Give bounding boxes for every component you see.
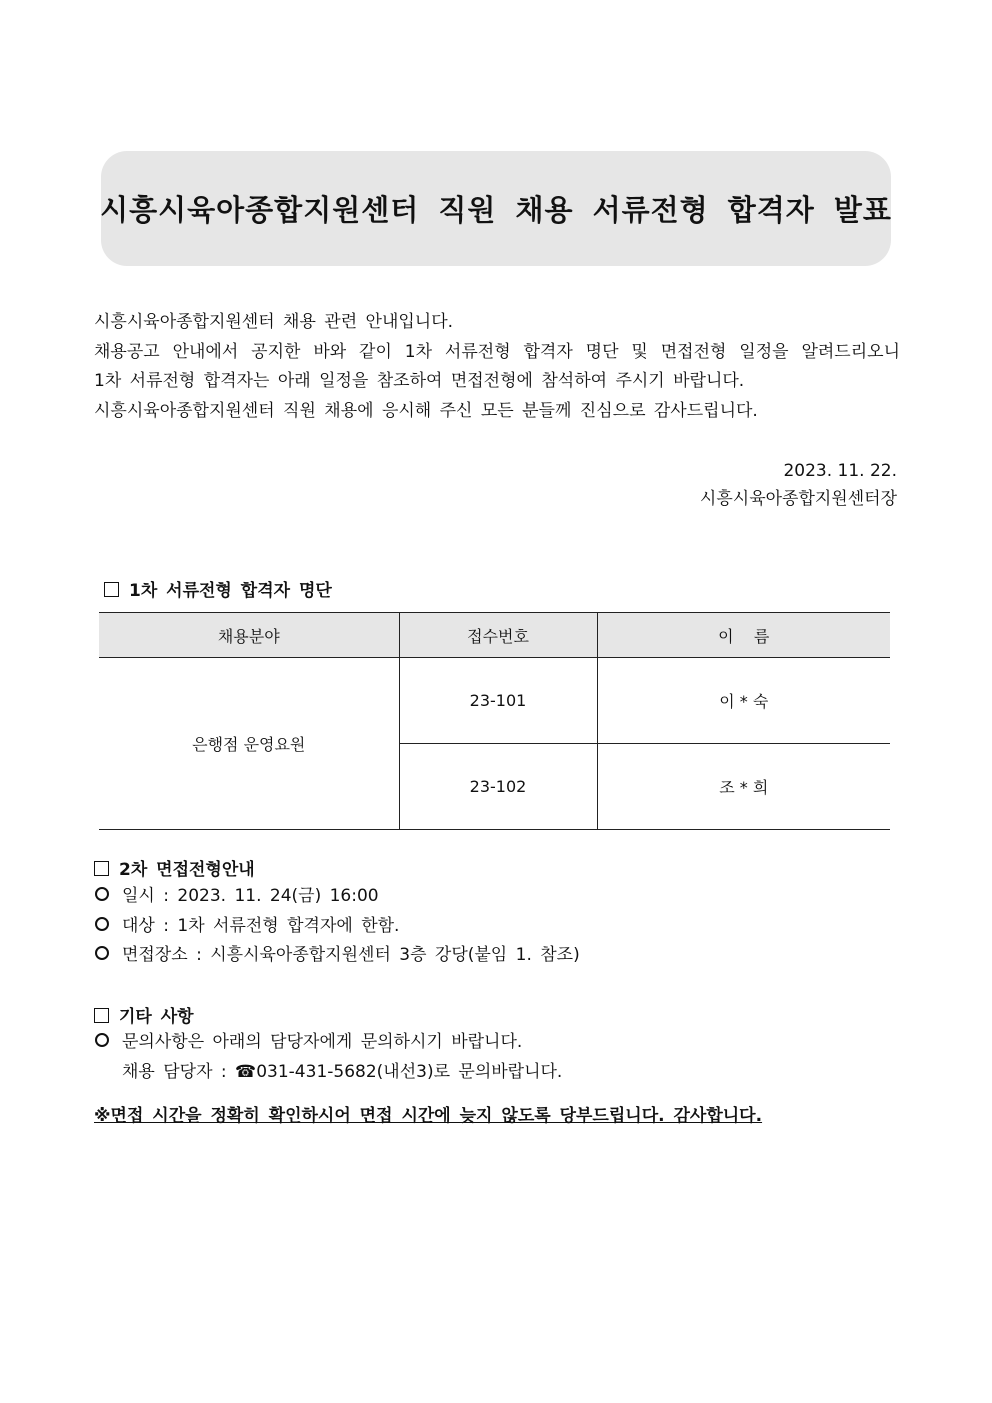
intro-line: 시흥시육아종합지원센터 직원 채용에 응시해 주신 모든 분들께 진심으로 감사드립니다.	[94, 400, 758, 421]
section-heading-label: 기타 사항	[119, 1007, 194, 1027]
other-info-list	[95, 1028, 562, 1087]
column-header-number: 접수번호	[399, 613, 597, 658]
section-heading-label: 2차 면접전형안내	[119, 860, 255, 880]
list-item: 문의사항은 아래의 담당자에게 문의하시기 바랍니다.	[95, 1028, 562, 1058]
circle-bullet-icon	[95, 917, 109, 931]
list-item: 일시 : 2023. 11. 24(금) 16:00	[95, 882, 580, 912]
list-item: 대상 : 1차 서류전형 합격자에 한함.	[95, 912, 580, 942]
recruitment-field: 은행점 운영요원	[99, 658, 399, 830]
circle-bullet-icon	[95, 1033, 109, 1047]
intro-line: 1차 서류전형 합격자는 아래 일정을 참조하여 면접전형에 참석하여 주시기 바랍니다.	[94, 371, 745, 391]
page-title: 시흥시육아종합지원센터 직원 채용 서류전형 합격자 발표	[100, 193, 892, 227]
application-number: 23-102	[399, 744, 597, 830]
announcement-date: 2023. 11. 22.	[783, 461, 897, 481]
title-banner	[101, 151, 891, 266]
column-header-field: 채용분야	[99, 613, 399, 658]
contact-line: 채용 담당자 : ☎031-431-5682(내선3)로 문의바랍니다.	[122, 1061, 563, 1082]
interview-info-list	[95, 882, 580, 971]
section-heading-roster	[104, 576, 332, 601]
section-heading-interview	[94, 855, 255, 880]
intro-line: 채용공고 안내에서 공지한 바와 같이 1차 서류전형 합격자 명단 및 면접전형 일정을 알려드리오니	[94, 341, 900, 362]
applicant-name: 조 * 희	[597, 744, 890, 830]
passer-table	[99, 612, 890, 830]
applicant-name: 이 * 숙	[597, 658, 890, 744]
signature-block	[700, 457, 897, 513]
checkbox-icon	[94, 1008, 109, 1023]
intro-paragraph	[94, 308, 900, 426]
circle-bullet-icon	[95, 946, 109, 960]
section-heading-label: 1차 서류전형 합격자 명단	[129, 581, 332, 601]
checkbox-icon	[94, 861, 109, 876]
table-header-row	[99, 613, 890, 658]
section-heading-other	[94, 1002, 194, 1027]
list-item: 면접장소 : 시흥시육아종합지원센터 3층 강당(붙임 1. 참조)	[95, 941, 580, 971]
checkbox-icon	[104, 582, 119, 597]
circle-bullet-icon	[95, 887, 109, 901]
application-number: 23-101	[399, 658, 597, 744]
table-row	[99, 658, 890, 744]
closing-notice: ※면접 시간을 정확히 확인하시어 면접 시간에 늦지 않도록 당부드립니다. 감사합니다.	[94, 1106, 763, 1126]
issuer-name: 시흥시육아종합지원센터장	[699, 489, 897, 509]
column-header-name: 이 름	[597, 613, 890, 658]
intro-line: 시흥시육아종합지원센터 채용 관련 안내입니다.	[94, 312, 454, 332]
